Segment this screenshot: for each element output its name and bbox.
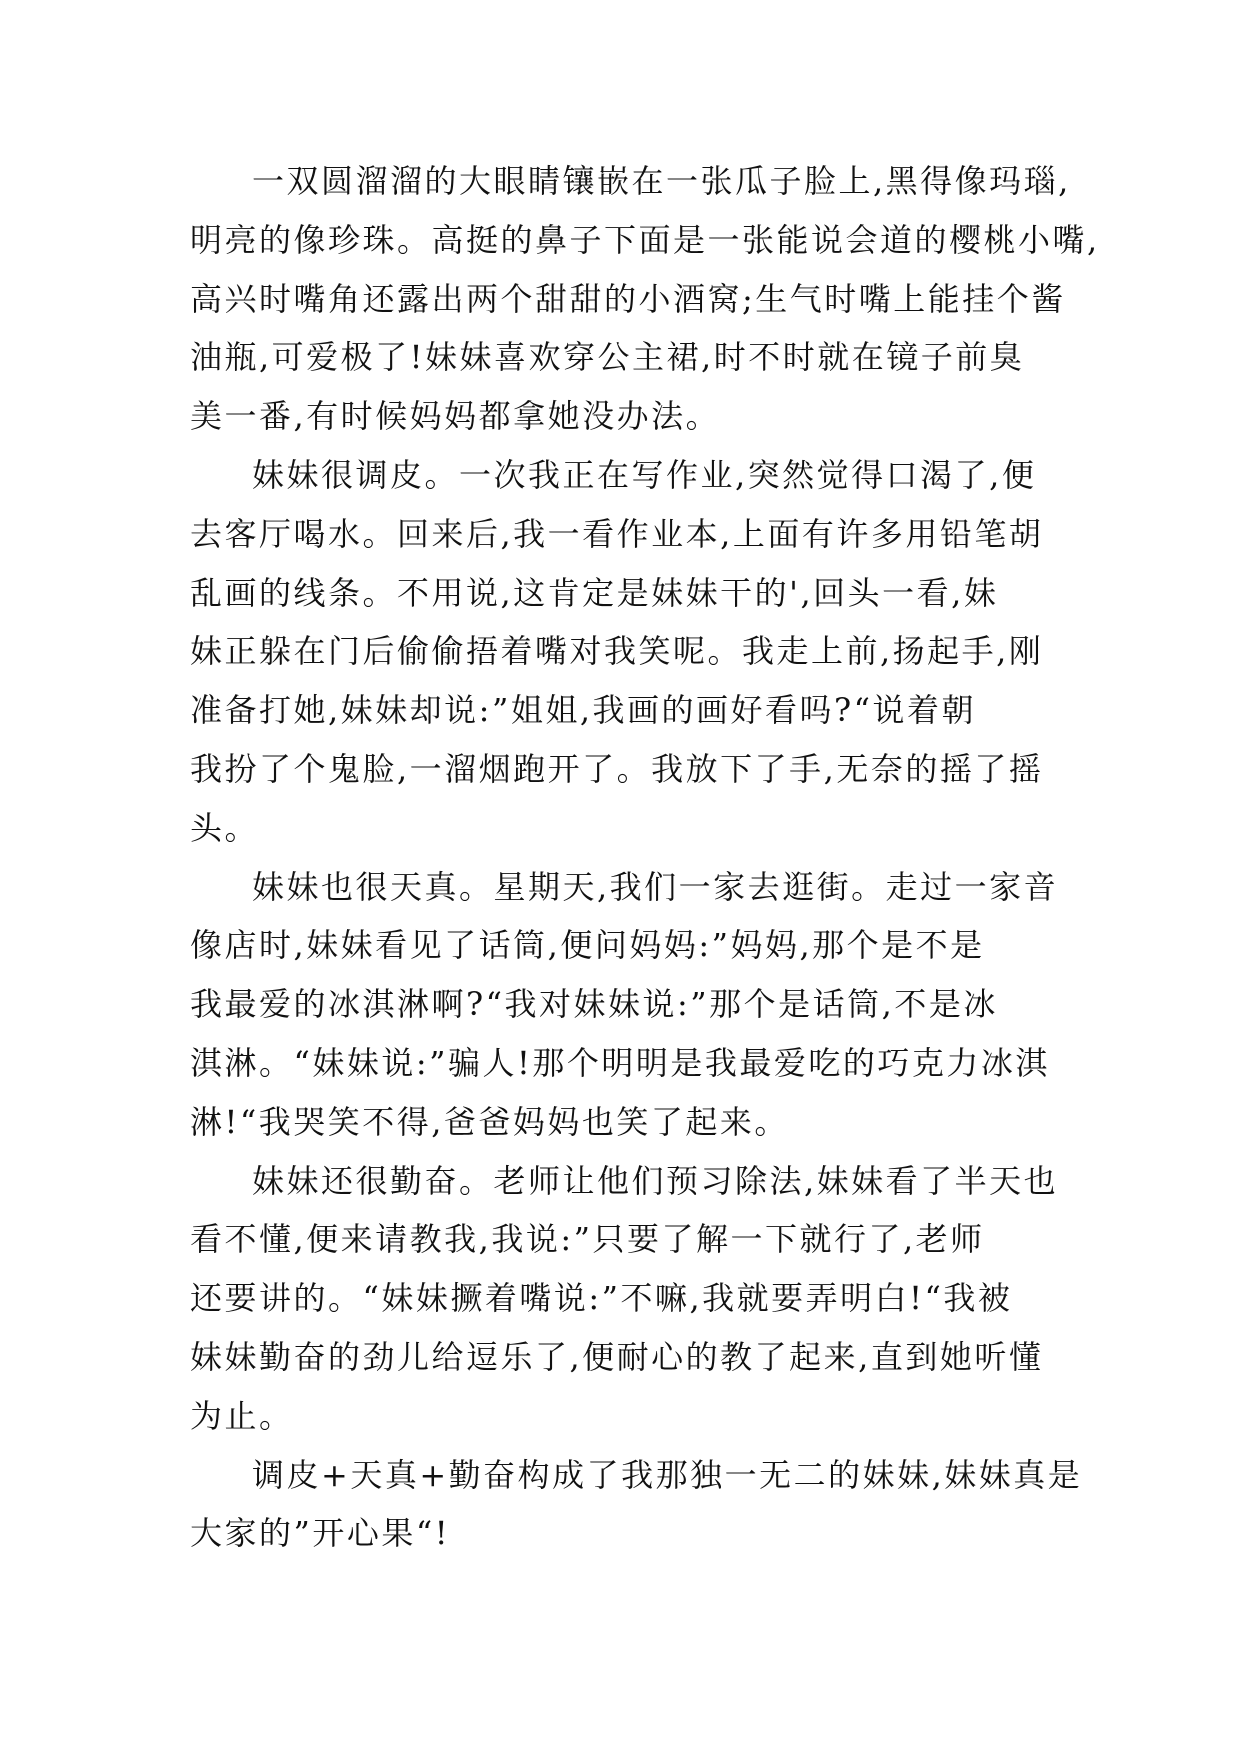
text-line: 妹妹很调皮。一次我正在写作业,突然觉得口渴了,便 — [252, 455, 1037, 494]
text-line: 美一番,有时候妈妈都拿她没办法。 — [190, 397, 721, 436]
text-line: 妹正躲在门后偷偷捂着嘴对我笑呢。我走上前,扬起手,刚 — [190, 632, 1044, 671]
essay-body — [190, 152, 1100, 1563]
text-line: 像店时,妹妹看见了话筒,便问妈妈:”妈妈,那个是不是 — [190, 926, 985, 965]
text-line: 乱画的线条。不用说,这肯定是妹妹干的',回头一看,妹 — [190, 573, 999, 612]
text-line: 妹妹勤奋的劲儿给逗乐了,便耐心的教了起来,直到她听懂 — [190, 1337, 1044, 1376]
text-line: 我最爱的冰淇淋啊?“我对妹妹说:”那个是话筒,不是冰 — [190, 985, 998, 1024]
text-line: 高兴时嘴角还露出两个甜甜的小酒窝;生气时嘴上能挂个酱 — [190, 279, 1066, 318]
text-line: 头。 — [190, 808, 260, 847]
text-line: 妹妹也很天真。星期天,我们一家去逛街。走过一家音 — [252, 867, 1059, 906]
text-line: 去客厅喝水。回来后,我一看作业本,上面有许多用铅笔胡 — [190, 514, 1044, 553]
text-line: 还要讲的。“妹妹撅着嘴说:”不嘛,我就要弄明白!“我被 — [190, 1279, 1013, 1318]
text-line: 一双圆溜溜的大眼睛镶嵌在一张瓜子脸上,黑得像玛瑙, — [252, 162, 1071, 200]
text-line: 油瓶,可爱极了!妹妹喜欢穿公主裙,时不时就在镜子前臭 — [190, 338, 1025, 377]
text-line: 妹妹还很勤奋。老师让他们预习除法,妹妹看了半天也 — [252, 1161, 1059, 1200]
text-line: 我扮了个鬼脸,一溜烟跑开了。我放下了手,无奈的摇了摇 — [190, 749, 1044, 788]
text-line: 调皮+天真+勤奋构成了我那独一无二的妹妹,妹妹真是 — [252, 1455, 1083, 1494]
text-line: 看不懂,便来请教我,我说:”只要了解一下就行了,老师 — [190, 1220, 985, 1259]
text-line: 淋!“我哭笑不得,爸爸妈妈也笑了起来。 — [190, 1102, 789, 1141]
text-line: 淇淋。“妹妹说:”骗人!那个明明是我最爱吃的巧克力冰淇 — [190, 1043, 1050, 1082]
text-line: 大家的”开心果“! — [190, 1514, 451, 1553]
text-line: 准备打她,妹妹却说:”姐姐,我画的画好看吗?“说着朝 — [190, 691, 977, 730]
text-line: 为止。 — [190, 1396, 294, 1435]
text-line: 明亮的像珍珠。高挺的鼻子下面是一张能说会道的樱桃小嘴, — [190, 220, 1100, 259]
